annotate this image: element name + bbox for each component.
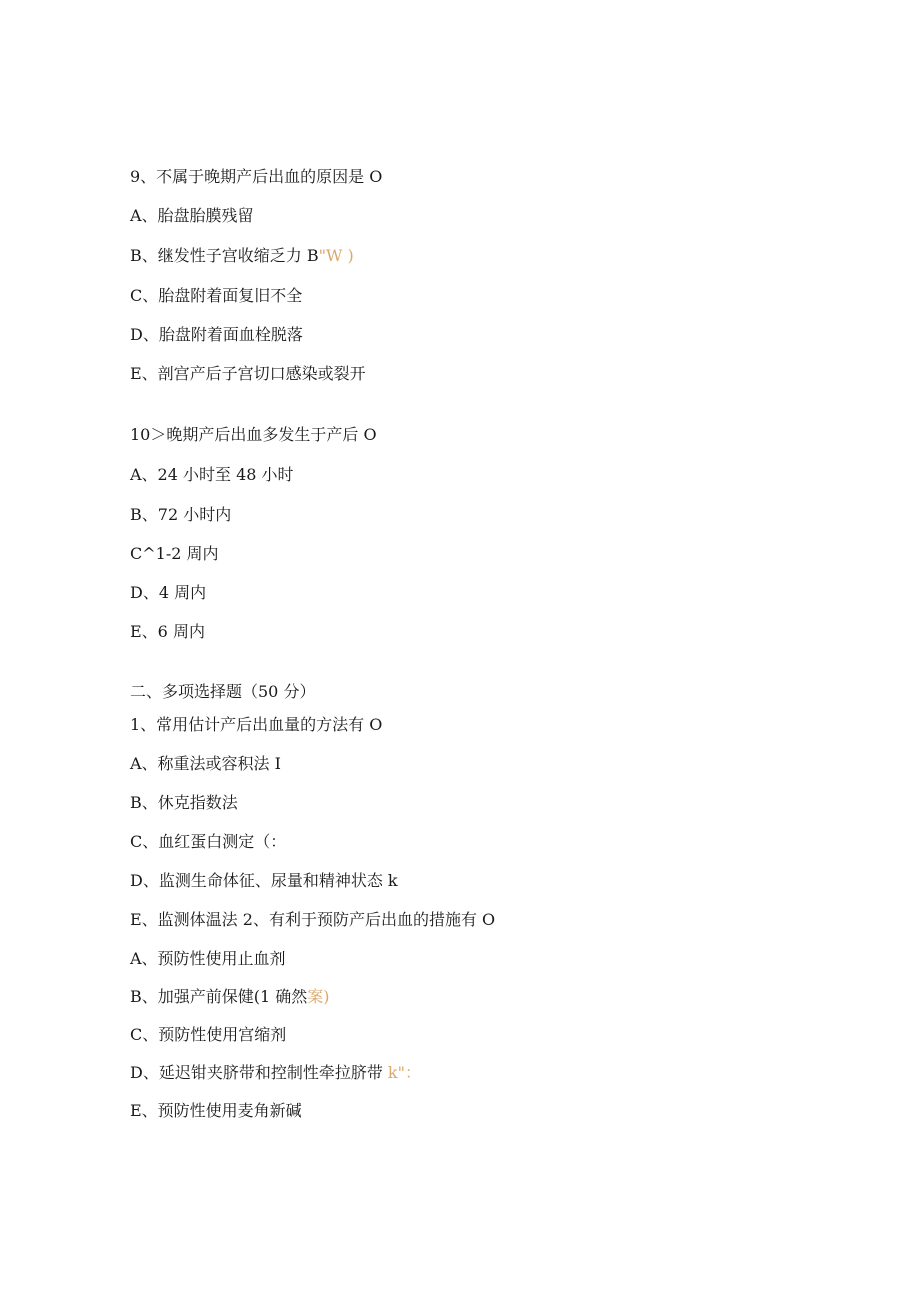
question-9: 9、不属于晚期产后出血的原因是 O <box>130 167 383 186</box>
option-c: C^1-2 周内 <box>130 544 219 563</box>
faint-mark: "W ) <box>318 246 354 265</box>
faint-mark: k"： <box>387 1063 421 1082</box>
option-e: E、预防性使用麦角新碱 <box>130 1101 302 1120</box>
option-b: B、继发性子宫收缩乏力 B"W ) <box>130 246 354 265</box>
option-a: A、24 小时至 48 小时 <box>130 465 294 484</box>
question-1: 1、常用估计产后出血量的方法有 O <box>130 715 383 734</box>
option-d: D、胎盘附着面血栓脱落 <box>130 325 303 344</box>
option-a: A、预防性使用止血剂 <box>130 949 286 968</box>
option-e: E、剖宫产后子宫切口感染或裂开 <box>130 364 366 383</box>
section-heading: 二、多项选择题（50 分） <box>130 682 316 701</box>
option-b: B、72 小时内 <box>130 505 232 524</box>
faint-mark: 案) <box>307 987 330 1006</box>
option-e-question-2: E、监测体温法 2、有利于预防产后出血的措施有 O <box>130 910 496 929</box>
option-a: A、称重法或容积法 I <box>130 754 281 773</box>
option-d: D、4 周内 <box>130 583 207 602</box>
option-b: B、加强产前保健(1 确然案) <box>130 987 330 1006</box>
option-e: E、6 周内 <box>130 622 205 641</box>
option-b: B、休克指数法 <box>130 793 238 812</box>
option-c: C、胎盘附着面复旧不全 <box>130 286 303 305</box>
option-d: D、监测生命体征、尿量和精神状态 k <box>130 871 398 890</box>
option-d: D、延迟钳夹脐带和控制性牵拉脐带 k"： <box>130 1063 421 1082</box>
question-10: 10＞晚期产后出血多发生于产后 O <box>130 425 377 444</box>
option-c: C、预防性使用宫缩剂 <box>130 1025 287 1044</box>
option-a: A、胎盘胎膜残留 <box>130 206 254 225</box>
option-c: C、血红蛋白测定（： <box>130 832 287 851</box>
